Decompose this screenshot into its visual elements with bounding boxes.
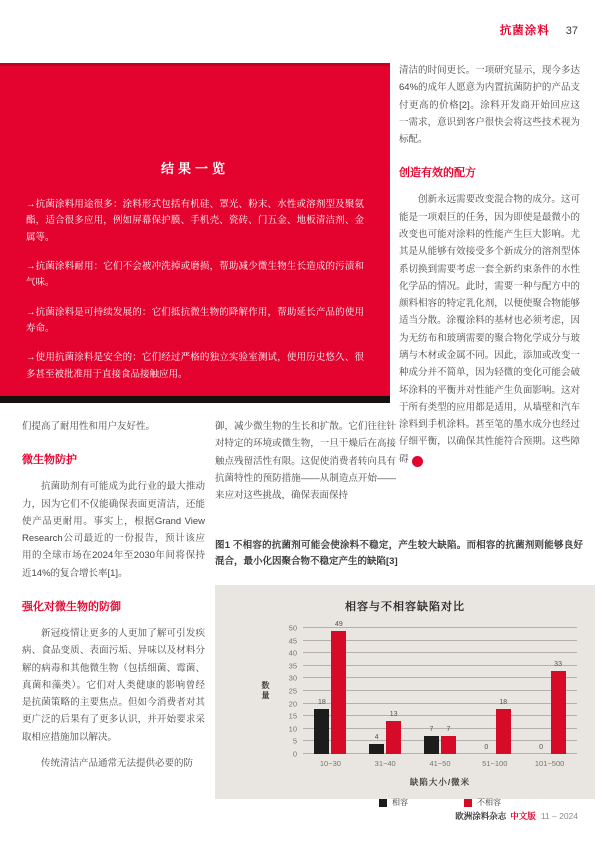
bar-value-label: 0	[484, 744, 489, 751]
y-tick-label: 30	[288, 673, 297, 683]
y-tick-label: 20	[288, 699, 297, 709]
results-summary-box	[0, 63, 390, 403]
y-tick-label: 50	[288, 623, 297, 633]
body-paragraph: 新冠疫情让更多的人更加了解可引发疾病、食品变质、表面污垢、异味以及材料分解的病毒和其他微生物（包括细菌、霉菌、真菌和藻类）。它们对人类健康的影响曾经是抗菌策略的主要焦点。但如今消费者对其更广泛的后果有了更多认识，并开始要求采取相应措施加以解决。	[22, 627, 205, 743]
body-paragraph: 御，减少微生物的生长和扩散。它们往往针对特定的环境或微生物，一旦干燥后在高接触点残留活性有限。这促使消费者转向具有抗菌特性的预防措施——从制造点开始——来应对这些挑战，确保表面保持	[215, 421, 396, 502]
x-tick-label: 41~50	[429, 759, 451, 768]
plot-area	[261, 620, 577, 759]
bar-相容	[424, 726, 439, 754]
y-tick-label: 40	[288, 648, 297, 658]
legend-item	[464, 797, 501, 808]
legend-label: 不相容	[477, 798, 501, 807]
paragraph-text: 创新永远需要改变混合物的成分。这可能是一项艰巨的任务，因为即使是最微小的改变也可能对涂料的性能产生巨大影响。尤其是从能够有效接受多个新成分的溶剂型体系切换到需要考虑一套全新约束条件的水性化学品的情况。此时，需要一种与配方中的颜料相容的特定乳化剂，以便使聚合物能够适当分散。涂覆涂料的基材也必须考虑，因为无纺布和玻璃需要的聚合物化学成分与玻璃与木材或金属不同。因此，添加或改变一种成分并不简单，因为轻微的变化可能会破坏涂料的平衡并对性能产生负面影响。这对于所有类型的应用都是适用，从墙壁和汽车涂料到手机涂料。甚至笔的墨水成分也经过仔细平衡，以确保其性能符合预期。这些障碍	[399, 194, 580, 465]
bar-相容	[314, 698, 329, 754]
defect-comparison-chart	[215, 585, 595, 807]
bar-不相容	[331, 620, 346, 754]
bar-value-label: 0	[539, 744, 544, 751]
x-tick-label: 51~100	[482, 759, 508, 768]
section-heading-strengthen-defense: 强化对微生物的防御	[22, 600, 121, 613]
magazine-name: 欧洲涂料杂志	[455, 811, 507, 821]
y-tick-label: 45	[288, 636, 297, 646]
summary-bullet: →抗菌涂料耐用：它们不会被冲洗掉或磨损，帮助减少微生物生长造成的污渍和气味。	[26, 260, 364, 289]
bar-value-label: 18	[499, 698, 508, 706]
legend-swatch	[379, 799, 387, 807]
middle-column	[215, 418, 396, 513]
y-tick-label: 35	[288, 661, 297, 671]
bar-group	[358, 628, 413, 754]
bar-value-label: 49	[334, 620, 343, 628]
y-axis-title: 数量	[261, 681, 270, 701]
section-heading-microbial-protection: 微生物防护	[22, 454, 77, 467]
summary-bullet: →抗菌涂料用途很多：涂料形式包括有机硅、罩光、粉末、水性或溶剂型及聚氨酯，适合很多应用，例如屏幕保护膜、手机壳、瓷砖、门五金、地板清洁剂、金属等。	[26, 199, 364, 243]
body-paragraph	[399, 191, 580, 468]
chart-legend	[303, 797, 577, 808]
bar-value-label: 7	[429, 726, 434, 734]
page-header	[500, 22, 578, 38]
bar-不相容	[386, 711, 401, 754]
figure-caption: 图1 不相容的抗菌剂可能会使涂料不稳定，产生较大缺陷。而相容的抗菌剂则能够良好混合，最小化因聚合物不稳定产生的缺陷[3]	[215, 540, 583, 567]
summary-bullet: →抗菌涂料是可持续发展的：它们抵抗微生物的降解作用，帮助延长产品的使用寿命。	[26, 306, 364, 334]
bar-不相容	[551, 660, 566, 754]
body-paragraph: 传统清洁产品通常无法提供必要的防	[41, 757, 194, 769]
summary-box-title: 结果一览	[160, 161, 229, 176]
section-title: 抗菌涂料	[499, 25, 550, 37]
page-number: 37	[565, 25, 578, 37]
x-labels	[303, 759, 577, 768]
chart-title: 相容与不相容缺陷对比	[345, 601, 465, 613]
edition-label: 中文版	[510, 811, 536, 821]
legend-swatch	[464, 799, 472, 807]
y-tick-label: 0	[292, 749, 297, 759]
x-tick-label: 10~30	[319, 759, 341, 768]
section-heading-effective-formula: 创造有效的配方	[399, 167, 476, 180]
body-paragraph: 们提高了耐用性和用户友好性。	[22, 421, 156, 432]
bar-value-label: 7	[446, 726, 451, 734]
bar-group	[413, 628, 468, 754]
body-paragraph: 清洁的时间更长。一项研究显示，现今多达64%的成年人愿意为内置抗菌防护的产品支付更高的价格[2]。涂料开发商开始回应这一需求，意识到客户很快会将这些技术视为标配。	[399, 65, 580, 146]
continued-icon: ❯	[412, 456, 423, 467]
y-tick-label: 5	[292, 736, 297, 746]
bar-value-label: 33	[554, 660, 562, 668]
bar-group	[522, 628, 577, 754]
legend-label: 相容	[392, 798, 408, 807]
bar-不相容	[496, 698, 511, 754]
bar-value-label: 18	[317, 698, 326, 706]
page-footer	[455, 810, 578, 822]
left-column	[22, 418, 205, 781]
x-tick-label: 31~40	[374, 759, 396, 768]
bar-相容	[369, 733, 384, 754]
bar-value-label: 13	[389, 711, 398, 719]
right-column	[399, 62, 580, 477]
bar-groups	[303, 620, 577, 754]
legend-item	[379, 797, 408, 808]
issue-number: 11 – 2024	[540, 811, 578, 821]
summary-bullet: →使用抗菌涂料是安全的：它们经过严格的独立实验室测试，使用历史悠久、很多甚至被批准用于直接食品接触应用。	[26, 352, 364, 380]
bar-value-label: 4	[374, 733, 379, 741]
bar-group	[467, 628, 522, 754]
y-tick-label: 15	[288, 711, 297, 721]
y-tick-label: 10	[288, 724, 297, 734]
bar-不相容	[441, 726, 456, 754]
x-axis-title: 缺陷大小/微米	[409, 777, 471, 787]
x-tick-label: 101~500	[534, 759, 565, 768]
y-tick-label: 25	[288, 686, 297, 696]
bar-group	[303, 620, 358, 754]
body-paragraph: 抗菌助剂有可能成为此行业的最大推动力，因为它们不仅能确保表面更清洁，还能使产品更耐用。事实上，根据Grand View Research公司最近的一份报告，预计该应用的全球市场在2024年至2030年间将保持近14%的复合增长率[1]。	[22, 481, 205, 579]
